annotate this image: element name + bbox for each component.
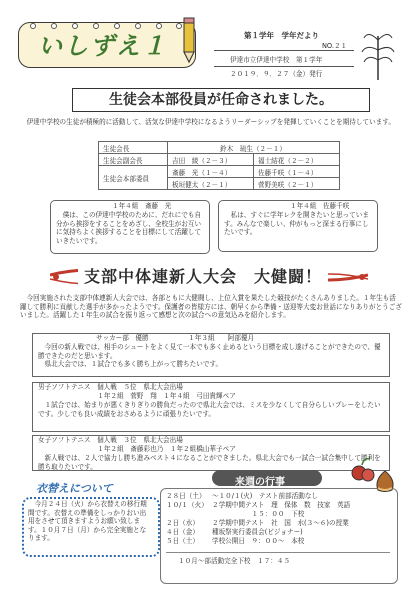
schedule-text: ２学期中間テスト 社 国 水(３〜６)の授業	[212, 519, 349, 527]
masthead-rule	[214, 50, 354, 51]
news-text: 今月２４日（火）から衣替えの移行期間です。衣替えの準備をしっかりおい出用をさせて頂きますようお願い致します。１０月７日（月）から完全実施となります。	[28, 500, 147, 543]
publish-date: ２０１９．９．２７（金）発行	[230, 70, 323, 78]
schedule-date: ４日（金）	[166, 528, 199, 536]
schedule-footer: １０月〜部活動完全下校 １７：４５	[178, 557, 291, 565]
schedule-date: ２日（水）	[166, 519, 199, 527]
name-cell: 福士結花（２－２）	[254, 154, 340, 166]
schedule-text: 種坂祭実行委員会(ビジョナー)	[212, 528, 303, 536]
schedule-text: ２学期中間テスト 理 保体 数 技家 英語 １５：００ 下校	[212, 501, 351, 518]
comment-author: １年４組 斎藤 光	[112, 202, 172, 210]
grade-line: 第１学年 学年だより	[244, 31, 319, 40]
report-text: １試合では、始まりが悪くきりぎりの勝負だったので県北大会では、ミスを少なくして自分らしいプレーをしたいです。少しでも良い成績をおさめるように頑張りたいです。	[38, 401, 381, 418]
name-cell: 斎藤 光（１－４）	[168, 166, 254, 178]
role-cell: 生徒会長	[99, 142, 168, 154]
name-cell: 板垣健太（２－１）	[168, 178, 254, 190]
pencil-icon	[176, 16, 202, 64]
schedule-title: 来週の行事	[235, 477, 285, 488]
schedule-text: 学校公開日 ９：００〜 本校	[212, 537, 305, 545]
report-text: 新人戦では、２人で協力し勝ち進みベスト４になることができました。県北大会でも一試合一試合集中して勝利を勝ち取りたいです。	[38, 454, 381, 471]
schedule-text: 〜１０/１(火) テスト前部活動なし	[212, 492, 319, 500]
role-cell: 生徒会副会長	[99, 154, 168, 166]
newsletter-title: いしずえ１	[38, 33, 168, 60]
table-row	[99, 142, 340, 154]
news-title: 衣替えについて	[36, 482, 113, 495]
name-cell: 鈴木 琉生（２－１）	[168, 142, 340, 154]
table-row	[99, 166, 340, 178]
section2-heading: 支部中体連新人大会 大健闘！	[78, 264, 328, 287]
name-cell: 佐藤千咲（１－４）	[254, 166, 340, 178]
schedule-divider	[166, 552, 390, 553]
schedule-date: ２８日（土）	[166, 492, 206, 500]
section1-intro: 伊達中学校の生徒が積極的に活動して、活気な伊達中学校になるようリーダーシップを発揮していくことを期待しています。	[20, 118, 395, 126]
school-line: 伊達市立伊達中学校 第１学年	[230, 56, 323, 64]
comment-author: １年４組 佐藤千咲	[290, 202, 350, 210]
table-row	[99, 154, 340, 166]
chestnut-icon	[372, 468, 398, 494]
masthead-rule	[214, 66, 354, 67]
plant-icon	[358, 26, 398, 82]
schedule-date: ５日（土）	[166, 537, 199, 545]
role-cell: 生徒会本部委員	[99, 166, 168, 190]
name-cell: 菅野美咲（２－１）	[254, 178, 340, 190]
officers-table	[98, 141, 340, 190]
report-text: 今回の新人戦では、相手のシュートをよく見て一本でも多く止めるという目標を成し遂げることができたので、優勝できたのだと思います。 県北大会では、１試合でも多く勝ち上がって勝ちたいです。	[38, 343, 381, 369]
comment-text: 僕は、この伊達中学校のために、だれにでも自分から挨拶をすることをめざし、全校生がお互いに気持ちよく挨拶することを目標にして活躍していきたいです。	[56, 211, 202, 245]
section2-intro: 今回実施された支部中体連新人大会では、各部ともに大健闘し、上位入賞を果たした競技がたくさんありました。１年生も活躍して勝利に貢献した選手が多かったようです。保護者の皆様方には、朝早くから準備・送迎等大変お世話になりありがとうございました。活躍した１年生の試合を振り返って感想と次の試合への意気込みを紹介します。	[20, 294, 402, 320]
report-header: 女子ソフトテニス 個人戦 ３位 県北大会出場 １年２組 斎藤彩也乃 １年２組橋山華子ペア	[38, 436, 236, 453]
report-header: 男子ソフトテニス 個人戦 ５位 県北大会出場 １年２組 菅野 翔 １年４組 弓田貴輝ペア	[38, 383, 236, 400]
comment-text: 私は、すぐに学年レクを開きたいと思っています。みんなで楽しい、仲がもっと深まる行事にしたいです。	[224, 211, 369, 237]
section1-heading: 生徒会本部役員が任命されました。	[72, 88, 370, 112]
report-header: サッカー部 優勝 １年３組 阿部優月	[96, 334, 255, 342]
schedule-date: １０/１（火）	[166, 501, 208, 509]
issue-number: NO.２１	[322, 42, 348, 50]
name-cell: 吉田 綾（２－３）	[168, 154, 254, 166]
